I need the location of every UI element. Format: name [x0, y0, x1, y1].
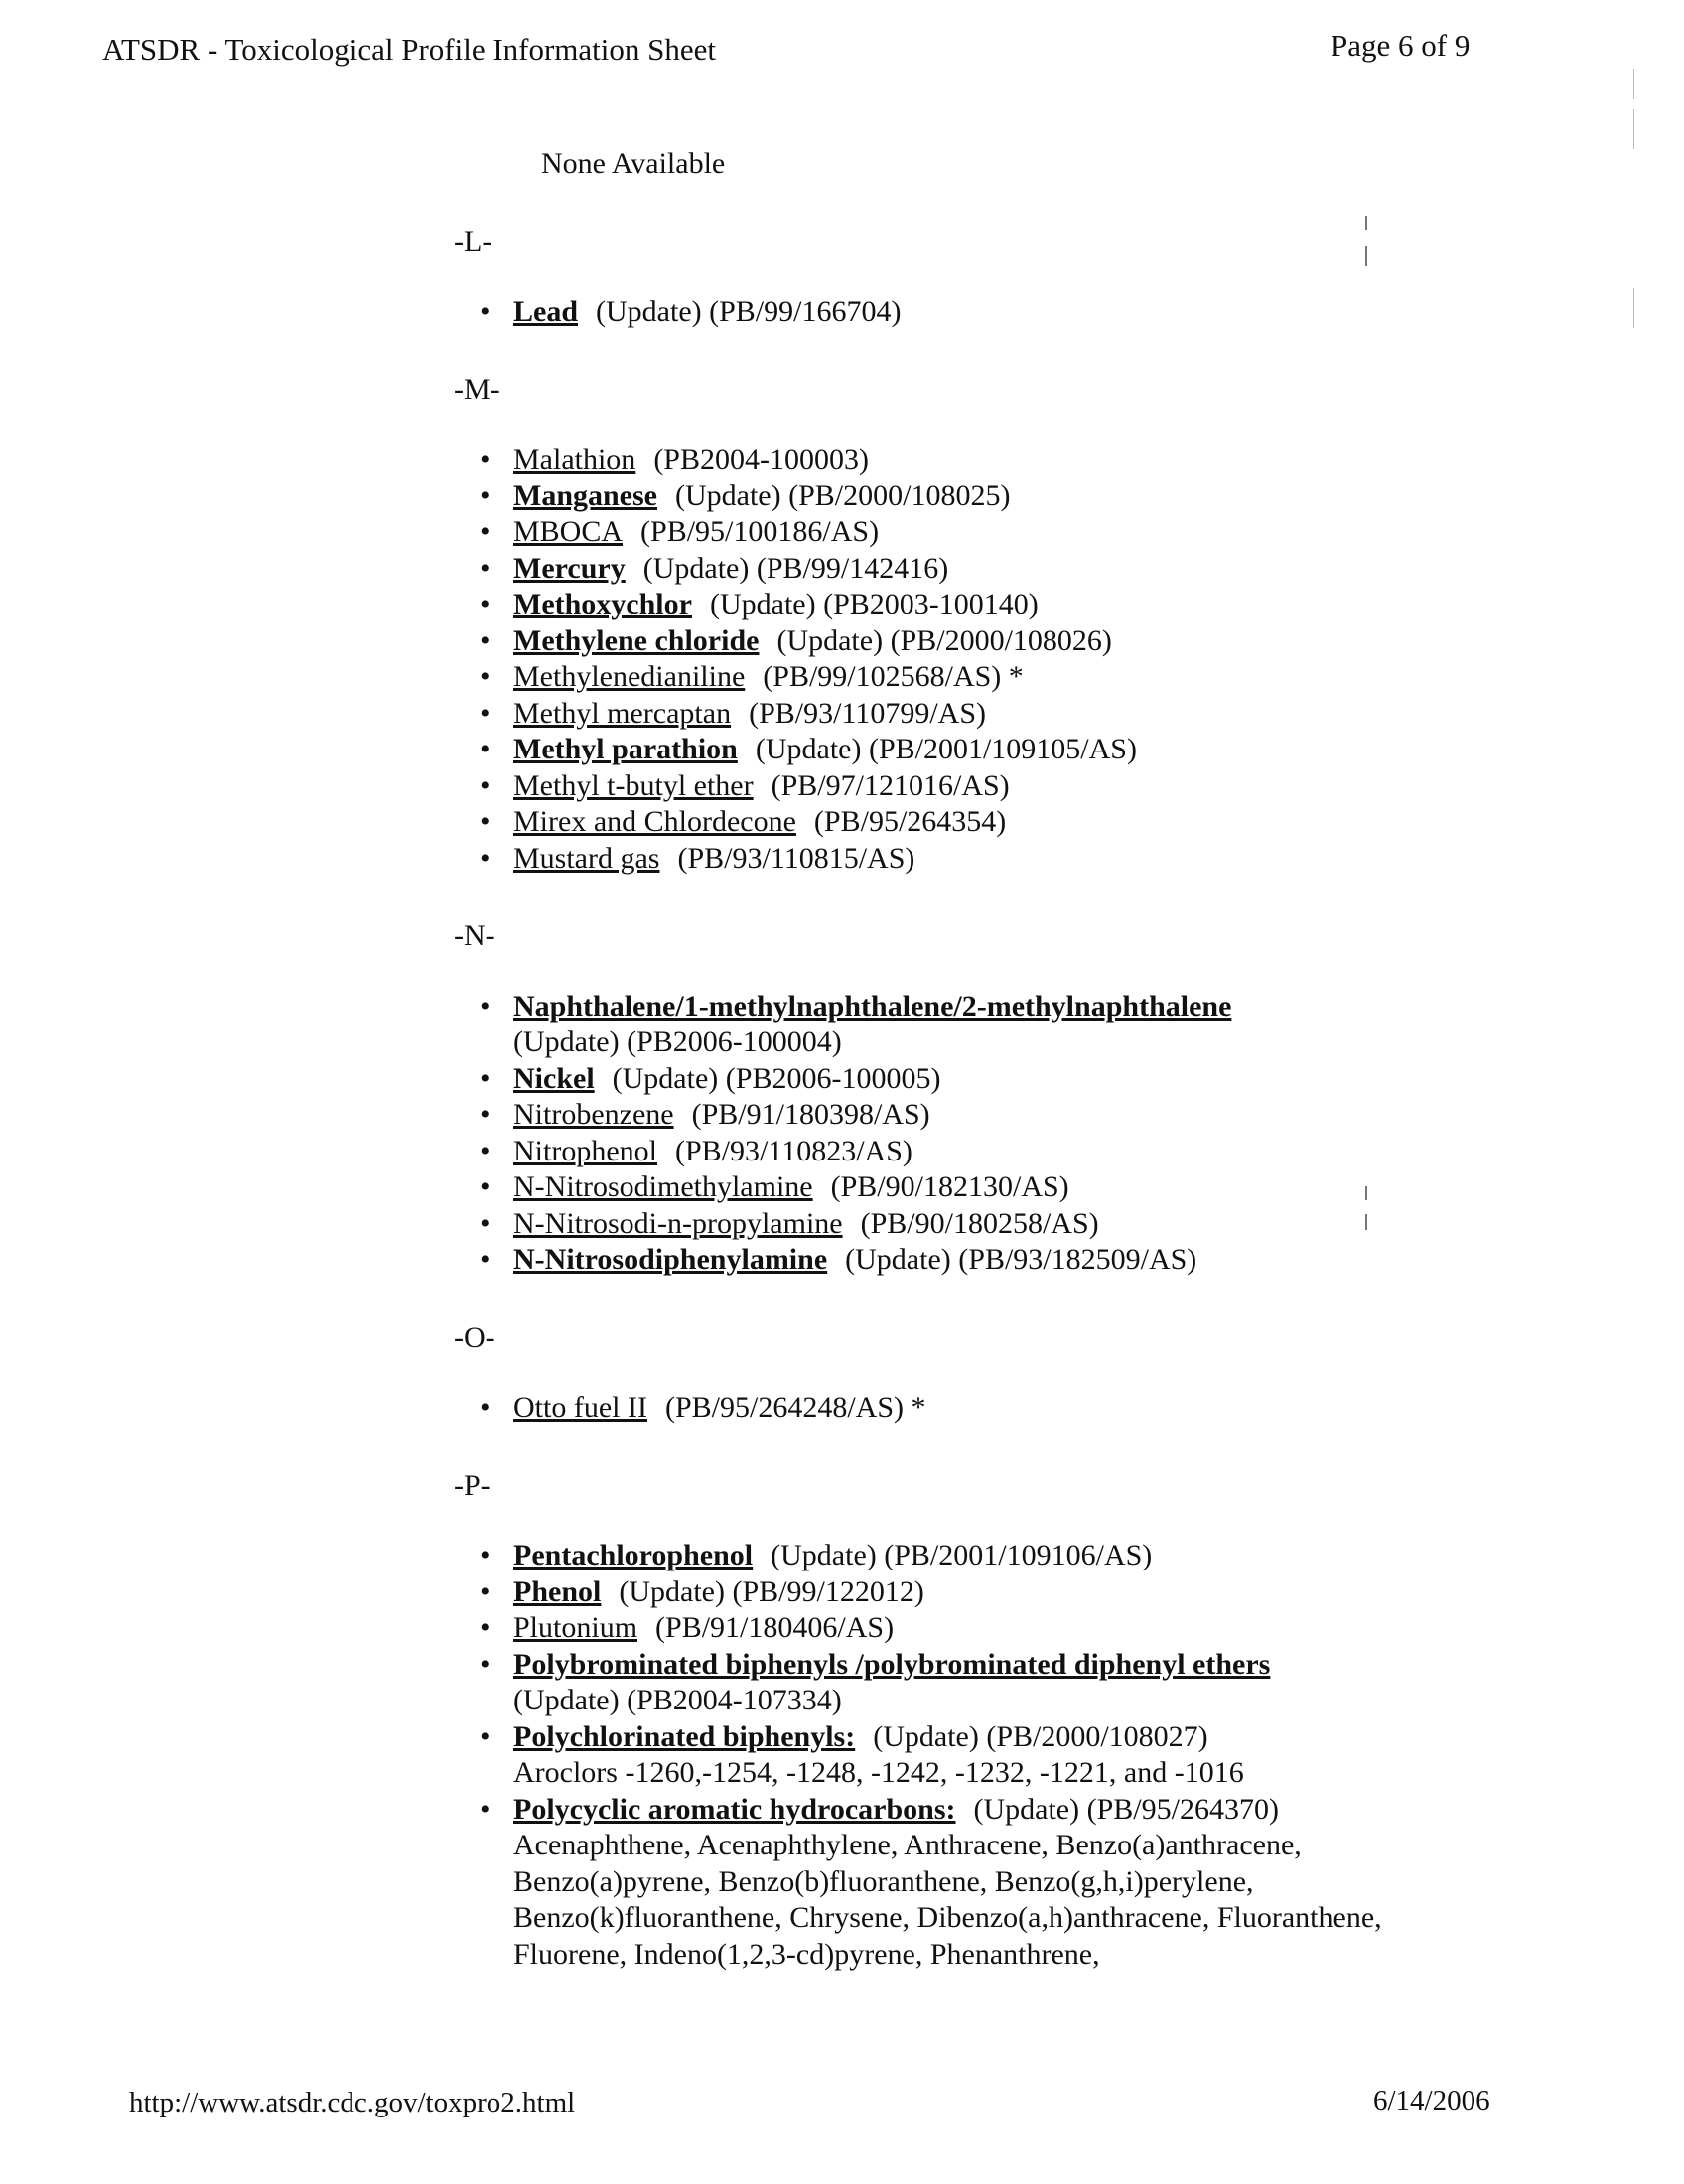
item-detail: (PB/97/121016/AS) — [771, 768, 1010, 802]
list-item — [513, 1242, 1447, 1279]
item-detail: (Update) (PB/95/264370) — [973, 1792, 1279, 1826]
item-detail: (PB/90/182130/AS) — [830, 1170, 1069, 1203]
list-item — [513, 732, 1447, 768]
profile-link[interactable]: Nickel — [513, 1061, 595, 1095]
scan-mark — [1633, 288, 1634, 328]
footer-url: http://www.atsdr.cdc.gov/toxpro2.html — [129, 2087, 576, 2118]
list-item — [513, 1538, 1447, 1574]
list-item — [513, 1719, 1447, 1792]
profile-link[interactable]: Methylenedianiline — [513, 660, 746, 693]
profile-list — [454, 146, 1447, 2014]
profile-link[interactable]: Otto fuel II — [513, 1391, 647, 1424]
list-item — [513, 294, 1447, 331]
list-item — [513, 551, 1447, 588]
item-detail: (Update) (PB/2000/108027) — [873, 1719, 1208, 1753]
item-detail: (Update) (PB/2001/109106/AS) — [771, 1539, 1153, 1571]
item-detail: (Update) (PB/99/166704) — [596, 295, 902, 328]
item-detail: (Update) (PB2003-100140) — [709, 588, 1039, 620]
scan-mark — [1365, 216, 1367, 230]
page-number: Page 6 of 9 — [1331, 28, 1471, 63]
profile-link[interactable]: Phenol — [513, 1574, 602, 1608]
profile-link[interactable]: Methoxychlor — [513, 588, 692, 620]
list-item — [513, 1390, 1447, 1427]
list-item — [513, 841, 1447, 878]
footer-date: 6/14/2006 — [1373, 2085, 1490, 2116]
item-detail: (PB/91/180406/AS) — [655, 1611, 895, 1644]
item-list — [454, 1538, 1447, 1973]
list-item — [513, 1169, 1447, 1206]
item-detail: (PB/91/180398/AS) — [691, 1098, 930, 1131]
profile-link[interactable]: Methyl mercaptan — [513, 696, 732, 730]
list-item — [513, 1647, 1447, 1719]
item-detail: (PB/95/264354) — [813, 805, 1007, 838]
profile-link[interactable]: Methyl parathion — [513, 733, 738, 765]
item-detail: (Update) (PB2006-100005) — [612, 1061, 941, 1095]
list-item — [513, 514, 1447, 551]
list-item — [513, 768, 1447, 805]
profile-link[interactable]: Nitrophenol — [513, 1134, 657, 1167]
item-detail: (PB/93/110823/AS) — [674, 1134, 912, 1167]
profile-link[interactable]: Naphthalene/1-methylnaphthalene/2-methylnaphthalene — [513, 989, 1232, 1023]
item-list — [454, 1390, 1447, 1427]
profile-link[interactable]: Mercury — [513, 551, 626, 585]
list-item — [513, 478, 1447, 515]
list-item — [513, 1610, 1447, 1647]
profile-link[interactable]: N-Nitrosodiphenylamine — [513, 1243, 828, 1276]
scan-mark — [1365, 1186, 1367, 1200]
profile-link[interactable]: Polychlorinated biphenyls: — [513, 1719, 856, 1753]
item-note: Acenaphthene, Acenaphthylene, Anthracene, Benzo(a)anthracene, Benzo(a)pyrene, Benzo(b)fluoranthene, Benzo(g,h,i)perylene, Benzo(k)fluoranthene, Chrysene, Dibenzo(a,h)anthracene, Fluoranthene, Fluorene, Indeno(1,2,3-cd)pyrene, Phenanthrene, — [513, 1829, 1382, 1971]
profile-link[interactable]: N-Nitrosodi-n-propylamine — [513, 1206, 843, 1240]
scan-mark — [1365, 246, 1367, 266]
list-item — [513, 804, 1447, 841]
profile-link[interactable]: Plutonium — [513, 1611, 638, 1644]
item-note: (Update) (PB2006-100004) — [513, 1025, 842, 1058]
profile-link[interactable]: Manganese — [513, 478, 657, 512]
item-detail: (PB/90/180258/AS) — [860, 1206, 1099, 1240]
profile-link[interactable]: Pentachlorophenol — [513, 1539, 754, 1571]
item-detail: (PB/93/110815/AS) — [677, 841, 915, 875]
scan-mark — [1633, 69, 1634, 99]
section-letter: -N- — [454, 919, 495, 952]
profile-link[interactable]: Mustard gas — [513, 841, 660, 875]
item-detail: (Update) (PB/2000/108026) — [776, 623, 1112, 657]
profile-link[interactable]: MBOCA — [513, 515, 624, 548]
profile-link[interactable]: Methyl t-butyl ether — [513, 768, 754, 802]
list-item — [513, 442, 1447, 478]
none-available-text: None Available — [541, 147, 726, 180]
item-note: Aroclors -1260,-1254, -1248, -1242, -1232, -1221, and -1016 — [513, 1756, 1244, 1789]
list-item — [513, 1574, 1447, 1611]
list-item — [513, 696, 1447, 733]
item-detail: (PB/95/264248/AS) * — [664, 1391, 926, 1424]
item-detail: (Update) (PB/2000/108025) — [675, 478, 1011, 512]
section-letter: -L- — [454, 224, 492, 258]
list-item — [513, 659, 1447, 696]
list-item — [513, 587, 1447, 623]
item-list — [454, 442, 1447, 877]
item-detail: (Update) (PB/99/122012) — [619, 1574, 924, 1608]
profile-link[interactable]: Malathion — [513, 443, 636, 476]
profile-link[interactable]: N-Nitrosodimethylamine — [513, 1170, 813, 1203]
item-detail: (Update) (PB/99/142416) — [642, 551, 949, 585]
list-item — [513, 1134, 1447, 1170]
scan-mark — [1633, 109, 1634, 149]
section-letter: -P- — [454, 1468, 491, 1502]
profile-link[interactable]: Polycyclic aromatic hydrocarbons: — [513, 1792, 956, 1826]
profile-link[interactable]: Polybrominated biphenyls /polybrominated diphenyl ethers — [513, 1647, 1271, 1681]
list-item — [513, 1097, 1447, 1134]
list-item — [513, 623, 1447, 660]
profile-link[interactable]: Lead — [513, 295, 579, 328]
item-list — [454, 294, 1447, 331]
header-title: ATSDR - Toxicological Profile Information Sheet — [102, 32, 717, 67]
section-letter: -O- — [454, 1320, 495, 1354]
item-detail: (PB/93/110799/AS) — [749, 696, 987, 730]
list-item — [513, 989, 1447, 1061]
sections-container — [454, 224, 1447, 1974]
item-detail: (PB/95/100186/AS) — [640, 515, 880, 548]
list-item — [513, 1792, 1447, 1974]
scan-mark — [1365, 1214, 1367, 1230]
item-list — [454, 989, 1447, 1279]
list-item — [513, 1206, 1447, 1243]
profile-link[interactable]: Nitrobenzene — [513, 1098, 674, 1131]
item-detail: (Update) (PB/2001/109105/AS) — [755, 733, 1137, 765]
section-letter: -M- — [454, 372, 500, 406]
list-item — [513, 1061, 1447, 1098]
item-detail: (Update) (PB/93/182509/AS) — [845, 1243, 1197, 1276]
profile-link[interactable]: Mirex and Chlordecone — [513, 805, 796, 838]
item-detail: (PB/99/102568/AS) * — [763, 660, 1024, 693]
item-note: (Update) (PB2004-107334) — [513, 1684, 842, 1716]
item-detail: (PB2004-100003) — [653, 443, 869, 476]
profile-link[interactable]: Methylene chloride — [513, 623, 760, 657]
